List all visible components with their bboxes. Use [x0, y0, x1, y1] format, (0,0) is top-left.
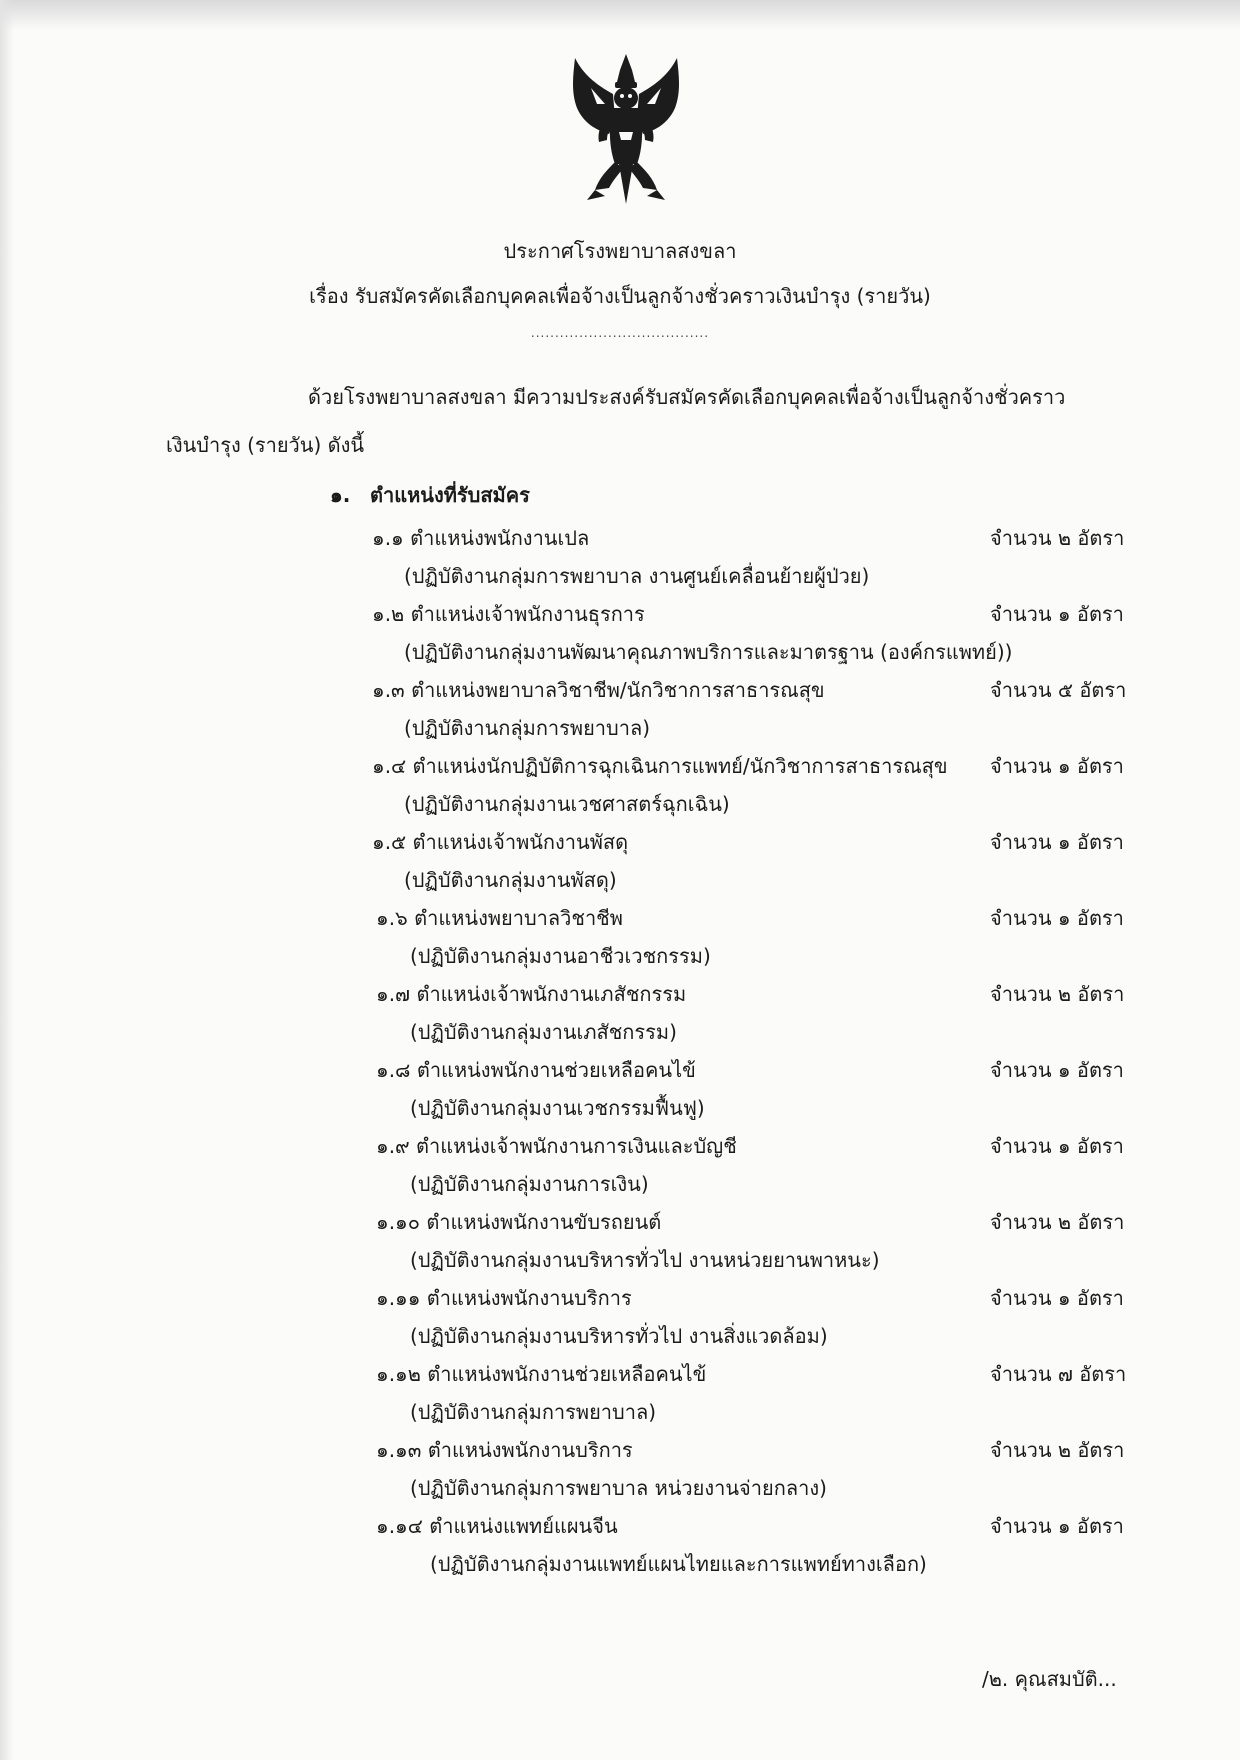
- position-department: (ปฏิบัติงานกลุ่มงานบริหารทั่วไป งานสิ่งแวดล้อม): [410, 1324, 828, 1348]
- dotted-divider: .....................................: [530, 326, 710, 340]
- position-count: จำนวน ๑ อัตรา: [990, 1134, 1124, 1158]
- position-title: ๑.๖ ตำแหน่งพยาบาลวิชาชีพ: [376, 906, 623, 930]
- position-title: ๑.๑๓ ตำแหน่งพนักงานบริการ: [376, 1438, 633, 1462]
- position-department: (ปฏิบัติงานกลุ่มงานพัฒนาคุณภาพบริการและมาตรฐาน (องค์กรแพทย์)): [404, 640, 1013, 664]
- position-count: จำนวน ๒ อัตรา: [990, 1210, 1125, 1234]
- position-department: (ปฏิบัติงานกลุ่มงานเวชศาสตร์ฉุกเฉิน): [404, 792, 730, 816]
- next-page-reference: /๒. คุณสมบัติ...: [982, 1667, 1117, 1691]
- position-department: (ปฏิบัติงานกลุ่มงานเภสัชกรรม): [410, 1020, 677, 1044]
- position-title: ๑.๒ ตำแหน่งเจ้าพนักงานธุรการ: [372, 602, 645, 626]
- position-count: จำนวน ๑ อัตรา: [990, 1286, 1124, 1310]
- position-item: [0, 596, 1240, 672]
- position-item: [0, 748, 1240, 824]
- position-item: [0, 900, 1240, 976]
- position-item: [0, 672, 1240, 748]
- position-item: [0, 976, 1240, 1052]
- position-item: [0, 1432, 1240, 1508]
- position-title: ๑.๑๐ ตำแหน่งพนักงานขับรถยนต์: [376, 1210, 662, 1234]
- position-count: จำนวน ๕ อัตรา: [990, 678, 1127, 702]
- position-item: [0, 1052, 1240, 1128]
- position-count: จำนวน ๒ อัตรา: [990, 982, 1125, 1006]
- position-title: ๑.๑๒ ตำแหน่งพนักงานช่วยเหลือคนไข้: [376, 1362, 707, 1386]
- position-department: (ปฏิบัติงานกลุ่มการพยาบาล หน่วยงานจ่ายกลาง): [410, 1476, 827, 1500]
- position-item: [0, 520, 1240, 596]
- position-title: ๑.๑๔ ตำแหน่งแพทย์แผนจีน: [376, 1514, 618, 1538]
- section-heading: [330, 480, 530, 510]
- position-item: [0, 1204, 1240, 1280]
- position-count: จำนวน ๑ อัตรา: [990, 602, 1124, 626]
- position-count: จำนวน ๒ อัตรา: [990, 1438, 1125, 1462]
- position-title: ๑.๑๑ ตำแหน่งพนักงานบริการ: [376, 1286, 632, 1310]
- announcement-title: ประกาศโรงพยาบาลสงขลา: [503, 239, 737, 263]
- position-department: (ปฏิบัติงานกลุ่มงานบริหารทั่วไป งานหน่วยยานพาหนะ): [410, 1248, 880, 1272]
- position-department: (ปฏิบัติงานกลุ่มงานพัสดุ): [404, 868, 617, 892]
- garuda-emblem-icon: [565, 48, 687, 210]
- position-title: ๑.๓ ตำแหน่งพยาบาลวิชาชีพ/นักวิชาการสาธารณสุข: [372, 678, 825, 702]
- position-item: [0, 1356, 1240, 1432]
- position-count: จำนวน ๒ อัตรา: [990, 526, 1125, 550]
- position-count: จำนวน ๑ อัตรา: [990, 1058, 1124, 1082]
- position-item: [0, 1128, 1240, 1204]
- section-number: ๑.: [330, 483, 351, 507]
- position-department: (ปฏิบัติงานกลุ่มงานแพทย์แผนไทยและการแพทย์ทางเลือก): [430, 1552, 927, 1576]
- position-count: จำนวน ๑ อัตรา: [990, 830, 1124, 854]
- position-department: (ปฏิบัติงานกลุ่มการพยาบาล งานศูนย์เคลื่อนย้ายผู้ป่วย): [404, 564, 870, 588]
- position-item: [0, 1280, 1240, 1356]
- section-title: ตำแหน่งที่รับสมัคร: [370, 483, 530, 507]
- position-count: จำนวน ๑ อัตรา: [990, 754, 1124, 778]
- position-title: ๑.๔ ตำแหน่งนักปฏิบัติการฉุกเฉินการแพทย์/นักวิชาการสาธารณสุข: [372, 754, 948, 778]
- position-department: (ปฏิบัติงานกลุ่มงานอาชีวเวชกรรม): [410, 944, 711, 968]
- position-count: จำนวน ๑ อัตรา: [990, 906, 1124, 930]
- intro-paragraph-line1: ด้วยโรงพยาบาลสงขลา มีความประสงค์รับสมัครคัดเลือกบุคคลเพื่อจ้างเป็นลูกจ้างชั่วคราว: [308, 385, 1066, 409]
- position-count: จำนวน ๑ อัตรา: [990, 1514, 1124, 1538]
- position-title: ๑.๕ ตำแหน่งเจ้าพนักงานพัสดุ: [372, 830, 629, 854]
- position-title: ๑.๑ ตำแหน่งพนักงานเปล: [372, 526, 590, 550]
- intro-paragraph-line2: เงินบำรุง (รายวัน) ดังนี้: [166, 433, 365, 457]
- positions-list: [0, 520, 1240, 1584]
- position-item: [0, 1508, 1240, 1584]
- announcement-subject: เรื่อง รับสมัครคัดเลือกบุคคลเพื่อจ้างเป็นลูกจ้างชั่วคราวเงินบำรุง (รายวัน): [309, 284, 931, 308]
- position-title: ๑.๗ ตำแหน่งเจ้าพนักงานเภสัชกรรม: [376, 982, 687, 1006]
- position-department: (ปฏิบัติงานกลุ่มการพยาบาล): [410, 1400, 657, 1424]
- position-title: ๑.๙ ตำแหน่งเจ้าพนักงานการเงินและบัญชี: [376, 1134, 737, 1158]
- position-department: (ปฏิบัติงานกลุ่มการพยาบาล): [404, 716, 651, 740]
- position-item: [0, 824, 1240, 900]
- position-department: (ปฏิบัติงานกลุ่มงานการเงิน): [410, 1172, 649, 1196]
- scan-shadow-top: [0, 0, 1240, 30]
- position-title: ๑.๘ ตำแหน่งพนักงานช่วยเหลือคนไข้: [376, 1058, 696, 1082]
- position-count: จำนวน ๗ อัตรา: [990, 1362, 1127, 1386]
- position-department: (ปฏิบัติงานกลุ่มงานเวชกรรมฟื้นฟู): [410, 1096, 705, 1120]
